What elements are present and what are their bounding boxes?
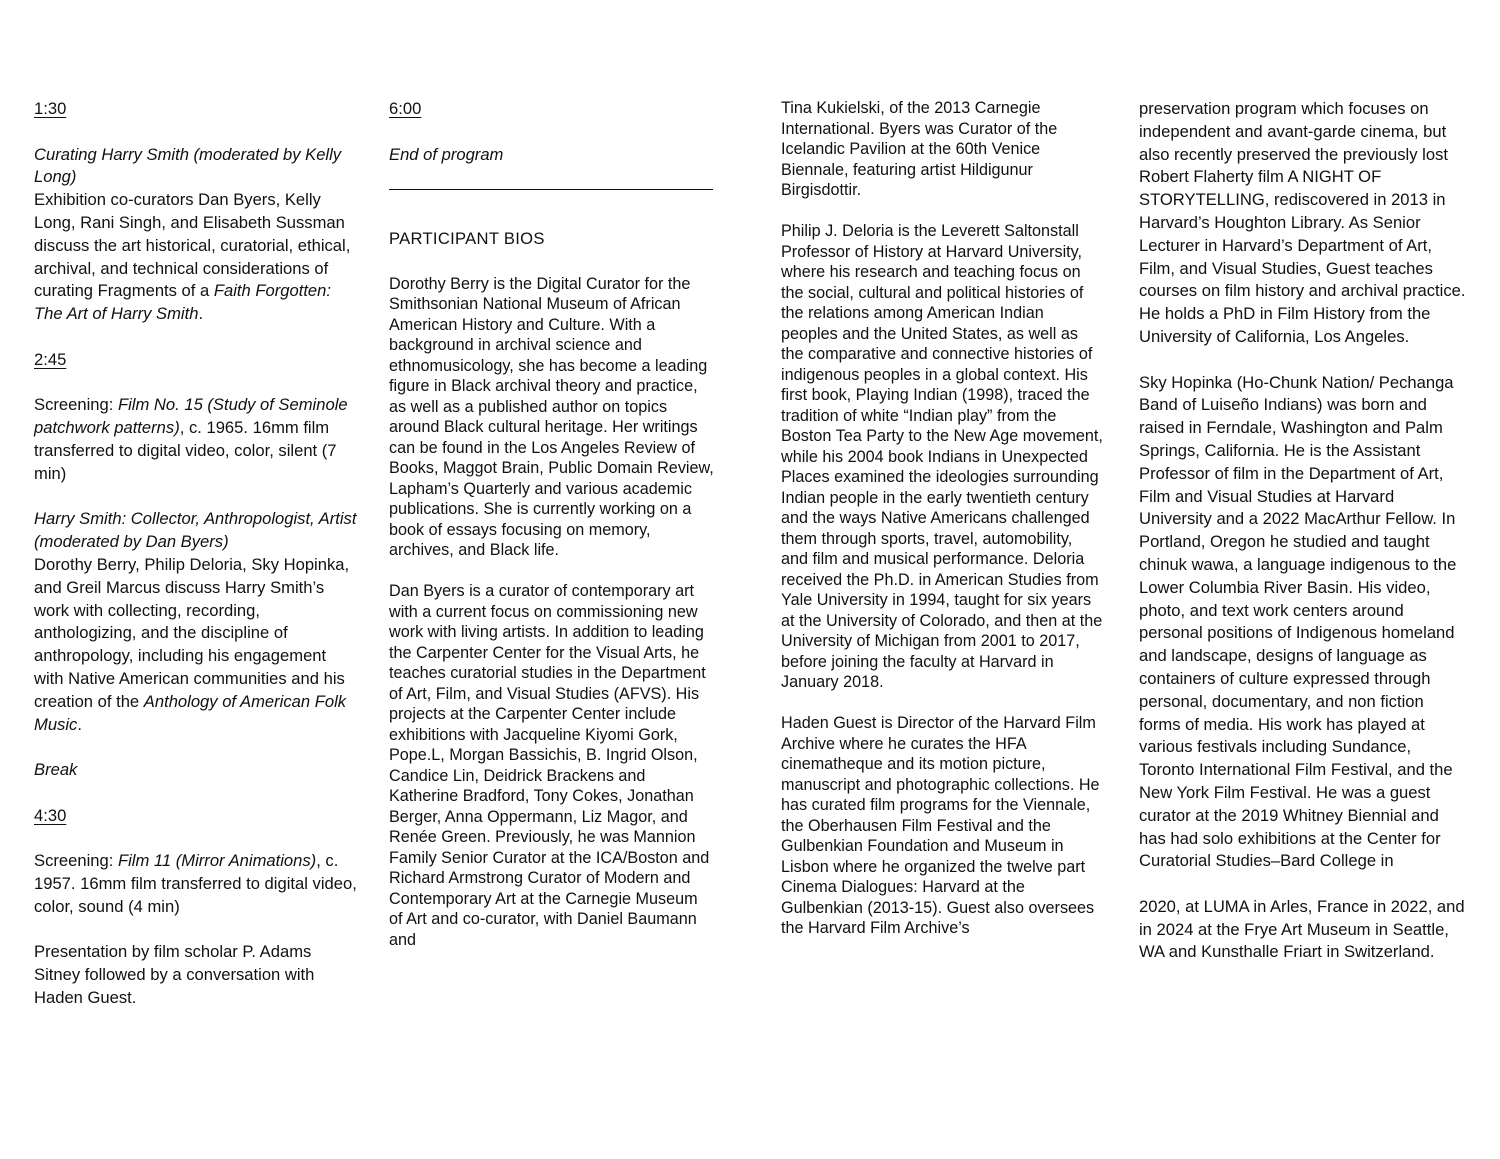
bio-text: is the Leverett Saltonstall Professor of History at Harvard University, where his research and teaching focus on the social, cultural and political histories of the relations among American Indian peoples and the United States, as well as the comparative and connective histories of indigenous peoples in a global context. His first book, Playing Indian (1998), traced the tradition of white “Indian play” from the Boston Tea Party to the New Age movement, while his 2004 book Indians in Unexpected Places examined the ideologies surrounding Indian people in the early twentieth century and the ways Native Americans challenged them through sports, travel, automobility, and film and musical performance. Deloria received the Ph.D. in American Studies from Yale University in 1994, taught for six years at the University of Colorado, and then at the University of Michigan from 2001 to 2017, before joining the faculty at Harvard in January 2018. [781, 222, 1103, 691]
section-divider [389, 189, 713, 190]
participant-bios-heading: PARTICIPANT BIOS [389, 229, 545, 249]
bio-text: (Ho-Chunk Nation/ Pechanga Band of Luiseño Indians) was born and raised in Ferndale, Washington and Palm Springs, California. He is the Assistant Professor of film in the Department of Art, Film and Visual Studies at Harvard University and a 2022 MacArthur Fellow. In Portland, Oregon he studied and taught chinuk wawa, a language indigenous to the Lower Columbia River Basin. His video, photo, and text work centers around personal positions of Indigenous homeland and landscape, designs of language as containers of culture expressed through personal, documentary, and non fiction forms of media. His work has played at various festivals including Sundance, Toronto International Film Festival, and the New York Film Festival. He was a guest curator at the 2019 Whitney Biennial and has had solo exhibitions at the Center for Curatorial Studies–Bard College in [1139, 372, 1457, 871]
program-column-1 [34, 98, 360, 1033]
program-column-4 [1139, 98, 1469, 987]
break-label: Break [34, 760, 78, 780]
bio-sky-hopinka [1139, 372, 1469, 874]
session-description: Dorothy Berry, Philip Deloria, Sky Hopinka, and Greil Marcus discuss Harry Smith’s work with collecting, recording, anthologizing, and the discipline of anthropology, including his engagement with Native American communities and his creation of the [34, 554, 350, 711]
session-entry: Harry Smith: Collector, Anthropologist, Artist (moderated by Dan Byers) Dorothy Berry, Philip Deloria, Sky Hopinka, and Greil Marcus discuss Harry Smith’s work with collecting, recording, anthologizing, and the discipline of anthropology, including his engagement with Native American communities and his creation of the Anthology of American Folk Music. [34, 509, 357, 734]
anthology-title: Anthology of American Folk Music [34, 691, 347, 734]
screening-entry [34, 850, 360, 918]
bio-text: is the Digital Curator for the Smithsonian National Museum of African American History and Culture. With a background in archival science and ethnomusicology, she has become a leading figure in Black archival theory and practice, as well as a published author on topics around Black cultural heritage. Her writings can be found in the Los Angeles Review of Books, Maggot Brain, Public Domain Review, Lapham’s Quarterly and various academic publications. She is currently working on a book of essays focusing on memory, archives, and Black life. [389, 274, 714, 560]
film-details: , c. 1957. 16mm film transferred to digital video, color, sound (4 min) [34, 851, 357, 916]
bio-name: Philip J. Deloria [781, 222, 894, 240]
bio-dan-byers-continued: Tina Kukielski, of the 2013 Carnegie International. Byers was Curator of the Icelandic Pavilion at the 60th Venice Biennale, featuring artist Hildigunur Birgisdottir. [781, 99, 1058, 199]
film-title: Film 11 (Mirror Animations) [117, 851, 317, 871]
film-details: , c. 1965. 16mm film transferred to digital video, color, silent (7 min) [34, 418, 337, 483]
time-label: 2:45 [34, 349, 67, 369]
program-column-3 [781, 98, 1103, 959]
time-label: 6:00 [389, 99, 422, 118]
bio-dorothy-berry [389, 274, 715, 561]
end-of-program-label: End of program [389, 144, 504, 164]
bio-dan-byers [389, 581, 715, 950]
bio-text: is a curator of contemporary art with a current focus on commissioning new work with living artists. In addition to leading the Carpenter Center for the Visual Arts, he teaches curatorial studies in the Department of Art, Film, and Visual Studies (AFVS). His projects at the Carpenter Center include exhibitions with Jacqueline Kiyomi Gork, Pope.L, Morgan Bassichis, B. Ingrid Olson, Candice Lin, Deidrick Brackens and Katherine Bradford, Tony Cokes, Jonathan Berger, Anna Oppermann, Liz Magor, and Renée Green. Previously, he was Mannion Family Senior Curator at the ICA/Boston and Richard Armstrong Curator of Modern and Contemporary Art at the Carnegie Museum of Art and co-curator, with Daniel Baumann and [389, 582, 710, 949]
time-label: 1:30 [34, 99, 67, 118]
bio-name: Dorothy Berry [389, 274, 489, 293]
session-entry: Curating Harry Smith (moderated by Kelly Long) Exhibition co-curators Dan Byers, Kelly Long, Rani Singh, and Elisabeth Sussman discuss the art historical, curatorial, ethical, archival, and technical considerations of curating Fragments of a Faith Forgotten: The Art of Harry Smith. [34, 144, 351, 324]
time-label: 4:30 [34, 805, 67, 825]
screening-label: Screening: [34, 851, 114, 871]
presentation-note: Presentation by film scholar P. Adams Sitney followed by a conversation with Haden Guest. [34, 942, 315, 1008]
session-title: Harry Smith: Collector, Anthropologist, Artist (moderated by Dan Byers) [34, 509, 357, 552]
exhibition-title: Faith Forgotten: The Art of Harry Smith [34, 281, 331, 324]
film-title: Film No. 15 (Study of Seminole patchwork patterns) [34, 395, 348, 438]
bio-haden-guest-continued: preservation program which focuses on independent and avant-garde cinema, but also recently preserved the previously lost Robert Flaherty film A NIGHT OF STORYTELLING, rediscovered in 2013 in Harvard’s Houghton Library. As Senior Lecturer in Harvard’s Department of Art, Film, and Visual Studies, Guest teaches courses on film history and archival practice. He holds a PhD in Film History from the University of California, Los Angeles. [1139, 99, 1466, 346]
screening-entry [34, 394, 360, 485]
bio-haden-guest [781, 713, 1103, 939]
bio-text: is Director of the Harvard Film Archive where he curates the HFA cinematheque and its motion picture, manuscript and photographic collections. He has curated film programs for the Viennale, the Oberhausen Film Festival and the Gulbenkian Foundation and Museum in Lisbon where he organized the twelve part Cinema Dialogues: Harvard at the Gulbenkian (2013-15). Guest also oversees the Harvard Film Archive’s [781, 714, 1100, 937]
screening-label: Screening: [34, 395, 114, 415]
session-description: Exhibition co-curators Dan Byers, Kelly Long, Rani Singh, and Elisabeth Sussman discuss the art historical, curatorial, ethical, archival, and technical considerations of curating Fragments of a [34, 190, 351, 301]
bio-name: Sky Hopinka [1139, 372, 1233, 392]
bio-name: Haden Guest [781, 714, 877, 732]
program-column-2 [389, 98, 715, 971]
bio-philip-deloria [781, 221, 1103, 693]
bio-sky-hopinka-continued: 2020, at LUMA in Arles, France in 2022, and in 2024 at the Frye Art Museum in Seattle, WA and Kunsthalle Friart in Switzerland. [1139, 896, 1465, 962]
session-title: Curating Harry Smith (moderated by Kelly Long) [34, 144, 342, 187]
bio-name: Dan Byers [389, 582, 465, 601]
